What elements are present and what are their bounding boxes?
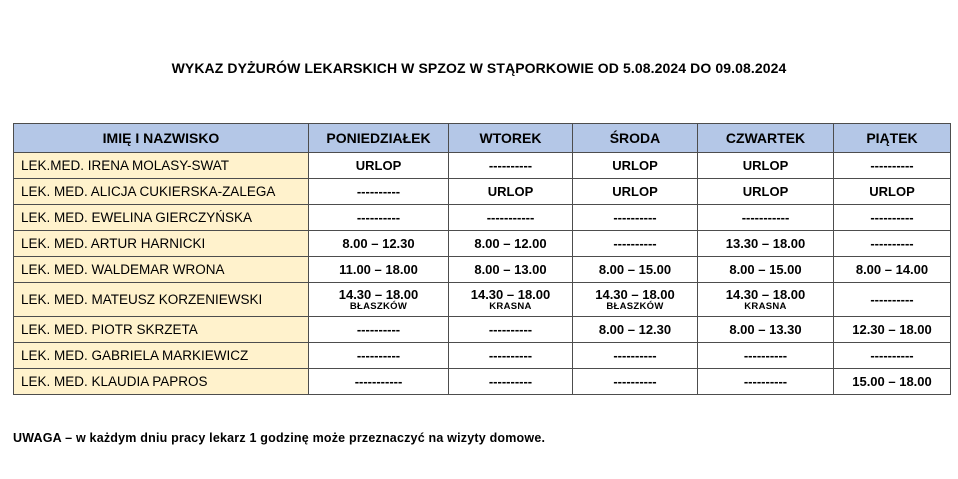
doctor-name-cell: LEK. MED. EWELINA GIERCZYŃSKA xyxy=(14,205,309,231)
friday-cell: ---------- xyxy=(834,283,951,317)
doctor-name-cell: LEK. MED. MATEUSZ KORZENIEWSKI xyxy=(14,283,309,317)
thursday-cell: 13.30 – 18.00 xyxy=(698,231,834,257)
wednesday-cell: URLOP xyxy=(573,153,698,179)
wednesday-cell: 8.00 – 15.00 xyxy=(573,257,698,283)
footnote-remark: UWAGA – w każdym dniu pracy lekarz 1 godzinę może przeznaczyć na wizyty domowe. xyxy=(13,431,546,445)
page-title: WYKAZ DYŻURÓW LEKARSKICH W SPZOZ W STĄPORKOWIE OD 5.08.2024 DO 09.08.2024 xyxy=(171,60,787,76)
thursday-cell: ---------- xyxy=(698,343,834,369)
table-row xyxy=(14,153,951,179)
tuesday-cell xyxy=(449,283,573,317)
monday-cell: URLOP xyxy=(309,153,449,179)
friday-cell: ---------- xyxy=(834,153,951,179)
doctor-name-cell: LEK. MED. PIOTR SKRZETA xyxy=(14,317,309,343)
friday-cell: ---------- xyxy=(834,231,951,257)
wednesday-cell: ---------- xyxy=(573,369,698,395)
wednesday-cell: URLOP xyxy=(573,179,698,205)
shift-hours: 14.30 – 18.00 xyxy=(338,286,419,302)
monday-cell: ---------- xyxy=(309,205,449,231)
shift-hours: 14.30 – 18.00 xyxy=(470,286,551,302)
monday-cell: ---------- xyxy=(309,343,449,369)
column-header-friday: PIĄTEK xyxy=(834,124,951,153)
duty-schedule-table xyxy=(13,123,951,395)
tuesday-cell: 8.00 – 12.00 xyxy=(449,231,573,257)
table-row xyxy=(14,205,951,231)
monday-cell: ----------- xyxy=(309,369,449,395)
wednesday-cell: ---------- xyxy=(573,205,698,231)
thursday-cell: ---------- xyxy=(698,369,834,395)
thursday-cell: URLOP xyxy=(698,179,834,205)
wednesday-cell: 8.00 – 12.30 xyxy=(573,317,698,343)
table-row xyxy=(14,283,951,317)
doctor-name-cell: LEK. MED. KLAUDIA PAPROS xyxy=(14,369,309,395)
doctor-name-cell: LEK. MED. WALDEMAR WRONA xyxy=(14,257,309,283)
column-header-name: IMIĘ I NAZWISKO xyxy=(14,124,309,153)
friday-cell: 12.30 – 18.00 xyxy=(834,317,951,343)
table-row xyxy=(14,257,951,283)
thursday-cell: URLOP xyxy=(698,153,834,179)
table-header-row xyxy=(14,124,951,153)
table-row xyxy=(14,231,951,257)
friday-cell: ---------- xyxy=(834,343,951,369)
shift-location: KRASNA xyxy=(489,300,532,312)
table-row xyxy=(14,343,951,369)
thursday-cell: ----------- xyxy=(698,205,834,231)
monday-cell xyxy=(309,283,449,317)
column-header-wednesday: ŚRODA xyxy=(573,124,698,153)
wednesday-cell: ---------- xyxy=(573,343,698,369)
table-row xyxy=(14,179,951,205)
thursday-cell: 8.00 – 13.30 xyxy=(698,317,834,343)
tuesday-cell: ----------- xyxy=(449,205,573,231)
column-header-tuesday: WTOREK xyxy=(449,124,573,153)
shift-hours: 14.30 – 18.00 xyxy=(725,286,806,302)
thursday-cell xyxy=(698,283,834,317)
doctor-name-cell: LEK. MED. ALICJA CUKIERSKA-ZALEGA xyxy=(14,179,309,205)
doctor-name-cell: LEK.MED. IRENA MOLASY-SWAT xyxy=(14,153,309,179)
table-row xyxy=(14,317,951,343)
doctor-name-cell: LEK. MED. GABRIELA MARKIEWICZ xyxy=(14,343,309,369)
friday-cell: ---------- xyxy=(834,205,951,231)
shift-hours: 14.30 – 18.00 xyxy=(595,286,675,302)
wednesday-cell xyxy=(573,283,698,317)
column-header-monday: PONIEDZIAŁEK xyxy=(309,124,449,153)
monday-cell: ---------- xyxy=(309,179,449,205)
doctor-name-cell: LEK. MED. ARTUR HARNICKI xyxy=(14,231,309,257)
shift-location: BŁASZKÓW xyxy=(606,300,664,312)
tuesday-cell: ---------- xyxy=(449,369,573,395)
friday-cell: 8.00 – 14.00 xyxy=(834,257,951,283)
monday-cell: 11.00 – 18.00 xyxy=(309,257,449,283)
tuesday-cell: URLOP xyxy=(449,179,573,205)
tuesday-cell: ---------- xyxy=(449,343,573,369)
table-row xyxy=(14,369,951,395)
column-header-thursday: CZWARTEK xyxy=(698,124,834,153)
tuesday-cell: ---------- xyxy=(449,153,573,179)
wednesday-cell: ---------- xyxy=(573,231,698,257)
thursday-cell: 8.00 – 15.00 xyxy=(698,257,834,283)
tuesday-cell: 8.00 – 13.00 xyxy=(449,257,573,283)
shift-location: BŁASZKÓW xyxy=(349,300,408,312)
shift-location: KRASNA xyxy=(744,300,787,312)
tuesday-cell: ---------- xyxy=(449,317,573,343)
monday-cell: 8.00 – 12.30 xyxy=(309,231,449,257)
friday-cell: 15.00 – 18.00 xyxy=(834,369,951,395)
monday-cell: ---------- xyxy=(309,317,449,343)
friday-cell: URLOP xyxy=(834,179,951,205)
